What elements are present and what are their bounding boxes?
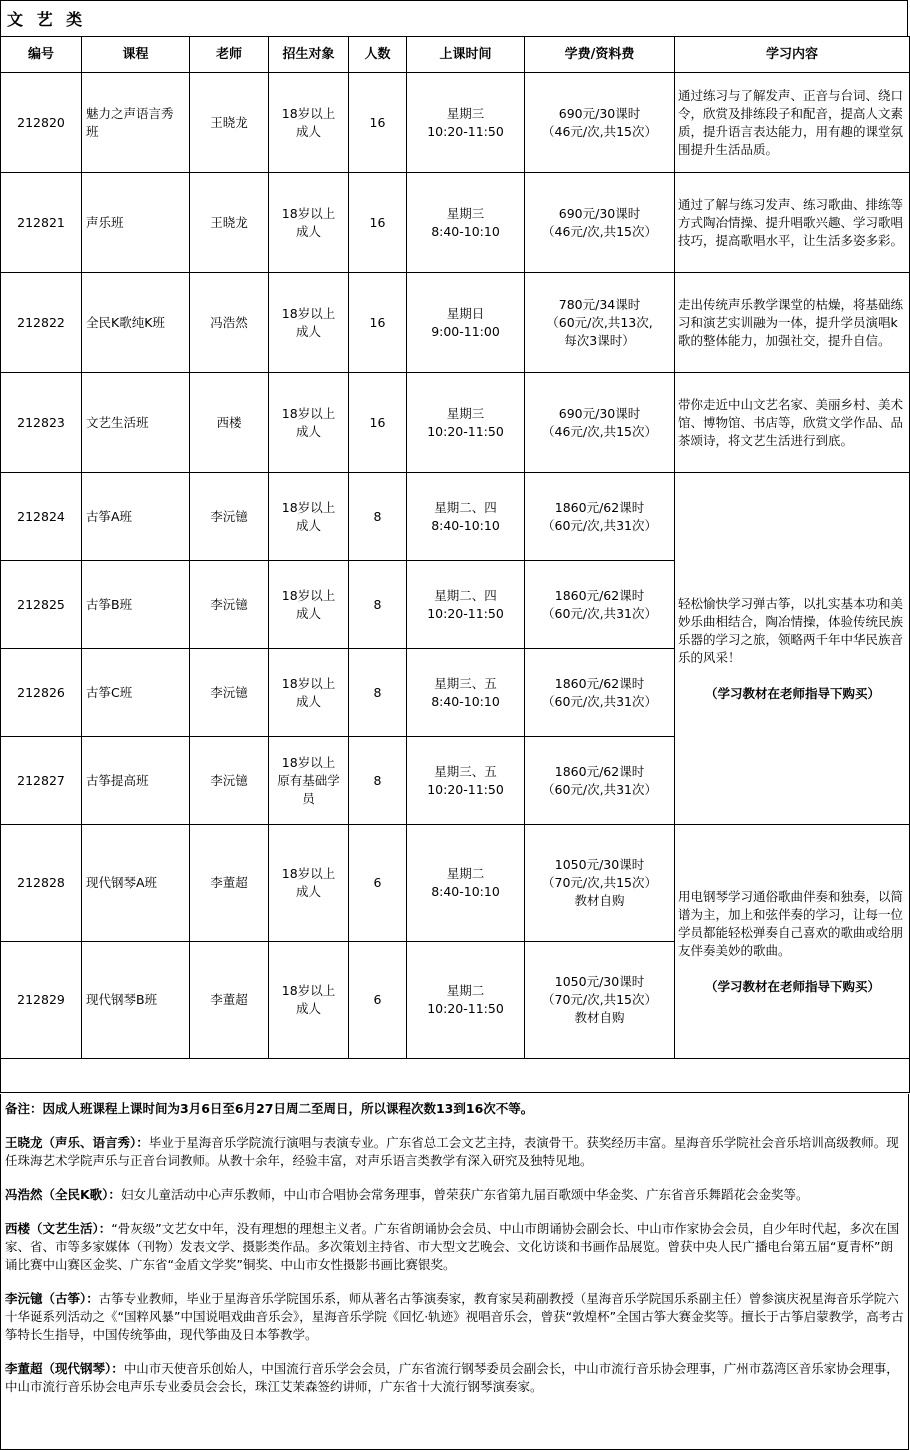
bio-name: 王晓龙（声乐、语言秀）： bbox=[5, 1135, 149, 1150]
cell-course: 魅力之声语言秀班 bbox=[82, 73, 190, 173]
table-row bbox=[1, 73, 910, 173]
cell-teacher: 李董超 bbox=[190, 825, 269, 942]
header-time: 上课时间 bbox=[407, 37, 525, 73]
cell-id: 212824 bbox=[1, 473, 82, 561]
cell-teacher: 冯浩然 bbox=[190, 273, 269, 373]
target-line: 18岁以上 bbox=[281, 405, 336, 421]
time-range: 8:40-10:10 bbox=[431, 884, 500, 899]
cell-count: 6 bbox=[349, 825, 407, 942]
cell-target bbox=[269, 373, 349, 473]
cell-count: 8 bbox=[349, 561, 407, 649]
cell-teacher: 西楼 bbox=[190, 373, 269, 473]
guzheng-description: 轻松愉快学习弹古筝，以扎实基本功和美妙乐曲相结合，陶冶情操，体验传统民族乐器的学习之旅，领略两千年中华民族音乐的风采！ bbox=[678, 595, 904, 665]
cell-time bbox=[407, 273, 525, 373]
teacher-bio bbox=[5, 1290, 904, 1344]
cell-course: 文艺生活班 bbox=[82, 373, 190, 473]
cell-time bbox=[407, 561, 525, 649]
cell-teacher: 李沅镱 bbox=[190, 737, 269, 825]
target-line: 18岁以上 bbox=[281, 499, 336, 515]
cell-count: 16 bbox=[349, 273, 407, 373]
fee-line: 1860元/62课时 bbox=[554, 675, 645, 691]
cell-target bbox=[269, 473, 349, 561]
header-teacher: 老师 bbox=[190, 37, 269, 73]
time-day: 星期二、四 bbox=[434, 587, 497, 603]
fee-line: 教材自购 bbox=[574, 1010, 625, 1025]
cell-target bbox=[269, 737, 349, 825]
cell-id: 212829 bbox=[1, 942, 82, 1059]
time-day: 星期日 bbox=[446, 305, 485, 321]
cell-time bbox=[407, 825, 525, 942]
fee-line: 780元/34课时 bbox=[558, 296, 641, 312]
cell-target bbox=[269, 649, 349, 737]
target-line: 18岁以上 bbox=[281, 866, 336, 881]
target-line: 成人 bbox=[295, 605, 321, 621]
cell-count: 8 bbox=[349, 737, 407, 825]
time-day: 星期三 bbox=[446, 105, 485, 121]
cell-target bbox=[269, 273, 349, 373]
cell-target bbox=[269, 825, 349, 942]
remark: 备注：因成人班课程上课时间为3月6日至6月27日周二至周日，所以课程次数13到16次不等。 bbox=[5, 1101, 534, 1116]
cell-fee bbox=[525, 825, 675, 942]
bio-name: 李董超（现代钢琴）： bbox=[5, 1361, 124, 1376]
cell-id: 212827 bbox=[1, 737, 82, 825]
target-line: 18岁以上 bbox=[281, 205, 336, 221]
cell-teacher: 李沅镱 bbox=[190, 561, 269, 649]
cell-fee bbox=[525, 737, 675, 825]
header-count: 人数 bbox=[349, 37, 407, 73]
cell-course: 古筝B班 bbox=[82, 561, 190, 649]
time-day: 星期二 bbox=[446, 983, 485, 998]
target-line: 成人 bbox=[295, 884, 321, 899]
fee-line: 1050元/30课时 bbox=[554, 857, 645, 872]
target-line: 成人 bbox=[295, 123, 321, 139]
target-line: 成人 bbox=[295, 517, 321, 533]
cell-content: 通过了解与练习发声、练习歌曲、排练等方式陶冶情操、提升唱歌兴趣、学习歌唱技巧，提高歌唱水平，让生活多姿多彩。 bbox=[675, 173, 910, 273]
time-range: 8:40-10:10 bbox=[431, 517, 500, 533]
cell-id: 212821 bbox=[1, 173, 82, 273]
fee-line: （60元/次,共31次） bbox=[542, 781, 657, 797]
guzheng-note: （学习教材在老师指导下购买） bbox=[704, 685, 880, 701]
time-range: 9:00-11:00 bbox=[431, 323, 500, 339]
teacher-bio bbox=[5, 1186, 904, 1204]
time-range: 10:20-11:50 bbox=[427, 123, 504, 139]
section-title: 文 艺 类 bbox=[0, 0, 908, 36]
cell-course: 古筝A班 bbox=[82, 473, 190, 561]
fee-line: （60元/次,共31次） bbox=[542, 517, 657, 533]
cell-id: 212825 bbox=[1, 561, 82, 649]
cell-fee bbox=[525, 73, 675, 173]
bio-text: 古筝专业教师，毕业于星海音乐学院国乐系，师从著名古筝演奏家，教育家吴莉副教授（星海音乐学院国乐系副主任）曾参演庆祝星海音乐学院六十华诞系列活动之《“国粹风暴”中国说唱戏曲音乐会》，星海音乐学院《回忆·轨迹》视唱音乐会，曾获“敦煌杯”全国古筝大赛金奖等。擅长于古筝启蒙教学，高考古筝特长生指导，中国传统筝曲，现代筝曲及日本筝教学。 bbox=[5, 1291, 904, 1342]
piano-note: （学习教材在老师指导下购买） bbox=[704, 978, 880, 994]
time-day: 星期三 bbox=[446, 405, 485, 421]
cell-course: 现代钢琴A班 bbox=[82, 825, 190, 942]
target-line: 18岁以上 bbox=[281, 754, 336, 770]
bio-text: 妇女儿童活动中心声乐教师，中山市合唱协会常务理事，曾荣获广东省第九届百歌颂中华金奖、广东省音乐舞蹈花会金奖等。 bbox=[120, 1187, 809, 1202]
fee-line: 690元/30课时 bbox=[558, 405, 641, 421]
time-day: 星期二、四 bbox=[434, 499, 497, 515]
cell-content: 走出传统声乐教学课堂的枯燥，将基础练习和演艺实训融为一体，提升学员演唱k歌的整体能力，加强社交，提升自信。 bbox=[675, 273, 910, 373]
cell-count: 16 bbox=[349, 73, 407, 173]
cell-count: 8 bbox=[349, 649, 407, 737]
fee-line: （46元/次,共15次） bbox=[542, 223, 657, 239]
fee-line: （60元/次,共13次, bbox=[546, 314, 653, 330]
cell-id: 212823 bbox=[1, 373, 82, 473]
cell-teacher: 李沅镱 bbox=[190, 473, 269, 561]
cell-fee bbox=[525, 373, 675, 473]
header-fee: 学费/资料费 bbox=[525, 37, 675, 73]
time-range: 10:20-11:50 bbox=[427, 781, 504, 797]
cell-id: 212820 bbox=[1, 73, 82, 173]
empty-row bbox=[1, 1059, 910, 1093]
teacher-bio bbox=[5, 1360, 904, 1396]
fee-line: 690元/30课时 bbox=[558, 105, 641, 121]
target-line: 18岁以上 bbox=[281, 587, 336, 603]
piano-description: 用电钢琴学习通俗歌曲伴奏和独奏，以简谱为主，加上和弦伴奏的学习，让每一位学员都能轻松弹奏自己喜欢的歌曲或给朋友伴奏美妙的歌曲。 bbox=[678, 888, 904, 958]
fee-line: 1860元/62课时 bbox=[554, 763, 645, 779]
header-content: 学习内容 bbox=[675, 37, 910, 73]
table-row bbox=[1, 173, 910, 273]
target-line: 成人 bbox=[295, 1001, 321, 1016]
fee-line: 教材自购 bbox=[574, 893, 625, 908]
empty-cell bbox=[1, 1059, 910, 1093]
time-range: 10:20-11:50 bbox=[427, 1001, 504, 1016]
bio-name: 西楼（文艺生活）： bbox=[5, 1221, 112, 1236]
cell-content-piano bbox=[675, 825, 910, 1059]
target-line: 成人 bbox=[295, 693, 321, 709]
cell-time bbox=[407, 473, 525, 561]
cell-time bbox=[407, 737, 525, 825]
header-id: 编号 bbox=[1, 37, 82, 73]
fee-line: （60元/次,共31次） bbox=[542, 693, 657, 709]
cell-time bbox=[407, 649, 525, 737]
cell-fee bbox=[525, 473, 675, 561]
cell-time bbox=[407, 942, 525, 1059]
fee-line: （70元/次,共15次） bbox=[542, 992, 657, 1007]
target-line: 18岁以上 bbox=[281, 675, 336, 691]
cell-target bbox=[269, 942, 349, 1059]
cell-count: 8 bbox=[349, 473, 407, 561]
target-line: 成人 bbox=[295, 423, 321, 439]
cell-target bbox=[269, 73, 349, 173]
cell-target bbox=[269, 173, 349, 273]
bio-name: 冯浩然（全民K歌）： bbox=[5, 1187, 121, 1202]
cell-content-guzheng bbox=[675, 473, 910, 825]
cell-teacher: 李董超 bbox=[190, 942, 269, 1059]
bio-text: 毕业于星海音乐学院流行演唱与表演专业。广东省总工会文艺主持，表演骨干。获奖经历丰富。星海音乐学院社会音乐培训高级教师。现任珠海艺术学院声乐与正音台词教师。从教十余年，经验丰富，对声乐语言类教学有深入研究及独特见地。 bbox=[5, 1135, 899, 1168]
fee-line: （70元/次,共15次） bbox=[542, 875, 657, 890]
cell-course: 声乐班 bbox=[82, 173, 190, 273]
header-course: 课程 bbox=[82, 37, 190, 73]
cell-time bbox=[407, 73, 525, 173]
cell-time bbox=[407, 373, 525, 473]
cell-fee bbox=[525, 649, 675, 737]
target-line: 18岁以上 bbox=[281, 105, 336, 121]
fee-line: 1860元/62课时 bbox=[554, 499, 645, 515]
time-range: 10:20-11:50 bbox=[427, 605, 504, 621]
table-row bbox=[1, 825, 910, 942]
cell-time bbox=[407, 173, 525, 273]
time-day: 星期三 bbox=[446, 205, 485, 221]
table-row bbox=[1, 473, 910, 561]
table-row bbox=[1, 273, 910, 373]
cell-id: 212822 bbox=[1, 273, 82, 373]
time-day: 星期二 bbox=[446, 866, 485, 881]
target-line: 原有基础学 bbox=[277, 772, 340, 788]
cell-course: 全民K歌纯K班 bbox=[82, 273, 190, 373]
course-table bbox=[0, 36, 910, 1093]
cell-course: 古筝C班 bbox=[82, 649, 190, 737]
cell-fee bbox=[525, 173, 675, 273]
cell-id: 212826 bbox=[1, 649, 82, 737]
time-range: 10:20-11:50 bbox=[427, 423, 504, 439]
cell-content: 带你走近中山文艺名家、美丽乡村、美术馆、博物馆、书店等，欣赏文学作品、品茶颂诗，将文艺生活进行到底。 bbox=[675, 373, 910, 473]
fee-line: 每次3课时） bbox=[564, 332, 635, 348]
cell-count: 6 bbox=[349, 942, 407, 1059]
bio-text: 中山市天使音乐创始人，中国流行音乐学会会员，广东省流行钢琴委员会副会长，中山市流行音乐协会理事，广州市荔湾区音乐家协会理事，中山市流行音乐协会电声乐专业委员会会长，珠江艾茉森签约讲师，广东省十大流行钢琴演奏家。 bbox=[5, 1361, 899, 1394]
target-line: 18岁以上 bbox=[281, 305, 336, 321]
time-range: 8:40-10:10 bbox=[431, 693, 500, 709]
time-day: 星期三、五 bbox=[434, 763, 497, 779]
cell-target bbox=[269, 561, 349, 649]
fee-line: 690元/30课时 bbox=[558, 205, 641, 221]
cell-course: 现代钢琴B班 bbox=[82, 942, 190, 1059]
cell-id: 212828 bbox=[1, 825, 82, 942]
cell-content: 通过练习与了解发声、正音与台词、绕口令，欣赏及排练段子和配音，提高人文素质，提升语言表达能力，用有趣的课堂氛围提升生活品质。 bbox=[675, 73, 910, 173]
fee-line: （60元/次,共31次） bbox=[542, 605, 657, 621]
target-line: 成人 bbox=[295, 323, 321, 339]
fee-line: 1860元/62课时 bbox=[554, 587, 645, 603]
header-target: 招生对象 bbox=[269, 37, 349, 73]
cell-teacher: 李沅镱 bbox=[190, 649, 269, 737]
teacher-bio bbox=[5, 1134, 904, 1170]
fee-line: （46元/次,共15次） bbox=[542, 123, 657, 139]
table-row bbox=[1, 373, 910, 473]
cell-fee bbox=[525, 942, 675, 1059]
header-row bbox=[1, 37, 910, 73]
cell-count: 16 bbox=[349, 373, 407, 473]
fee-line: （46元/次,共15次） bbox=[542, 423, 657, 439]
cell-course: 古筝提高班 bbox=[82, 737, 190, 825]
cell-fee bbox=[525, 273, 675, 373]
target-line: 成人 bbox=[295, 223, 321, 239]
cell-count: 16 bbox=[349, 173, 407, 273]
target-line: 员 bbox=[302, 790, 315, 806]
cell-fee bbox=[525, 561, 675, 649]
target-line: 18岁以上 bbox=[281, 983, 336, 998]
time-day: 星期三、五 bbox=[434, 675, 497, 691]
fee-line: 1050元/30课时 bbox=[554, 974, 645, 989]
notes-section bbox=[0, 1094, 909, 1450]
time-range: 8:40-10:10 bbox=[431, 223, 500, 239]
teacher-bio bbox=[5, 1220, 904, 1274]
bio-name: 李沅镱（古筝）： bbox=[5, 1291, 99, 1306]
cell-teacher: 王晓龙 bbox=[190, 73, 269, 173]
bio-text: “骨灰级”文艺女中年，没有理想的理想主义者。广东省朗诵协会会员、中山市朗诵协会副会长、中山市作家协会会员，自少年时代起，多次在国家、省、市等多家媒体（刊物）发表文学、摄影类作品。多次策划主持省、市大型文艺晚会、文化访谈和书画作品展览。曾获中央人民广播电台第五届“夏青杯”朗诵比赛中山赛区金奖、广东省“金盾文学奖”铜奖、中山市女性摄影书画比赛银奖。 bbox=[5, 1221, 900, 1272]
cell-teacher: 王晓龙 bbox=[190, 173, 269, 273]
